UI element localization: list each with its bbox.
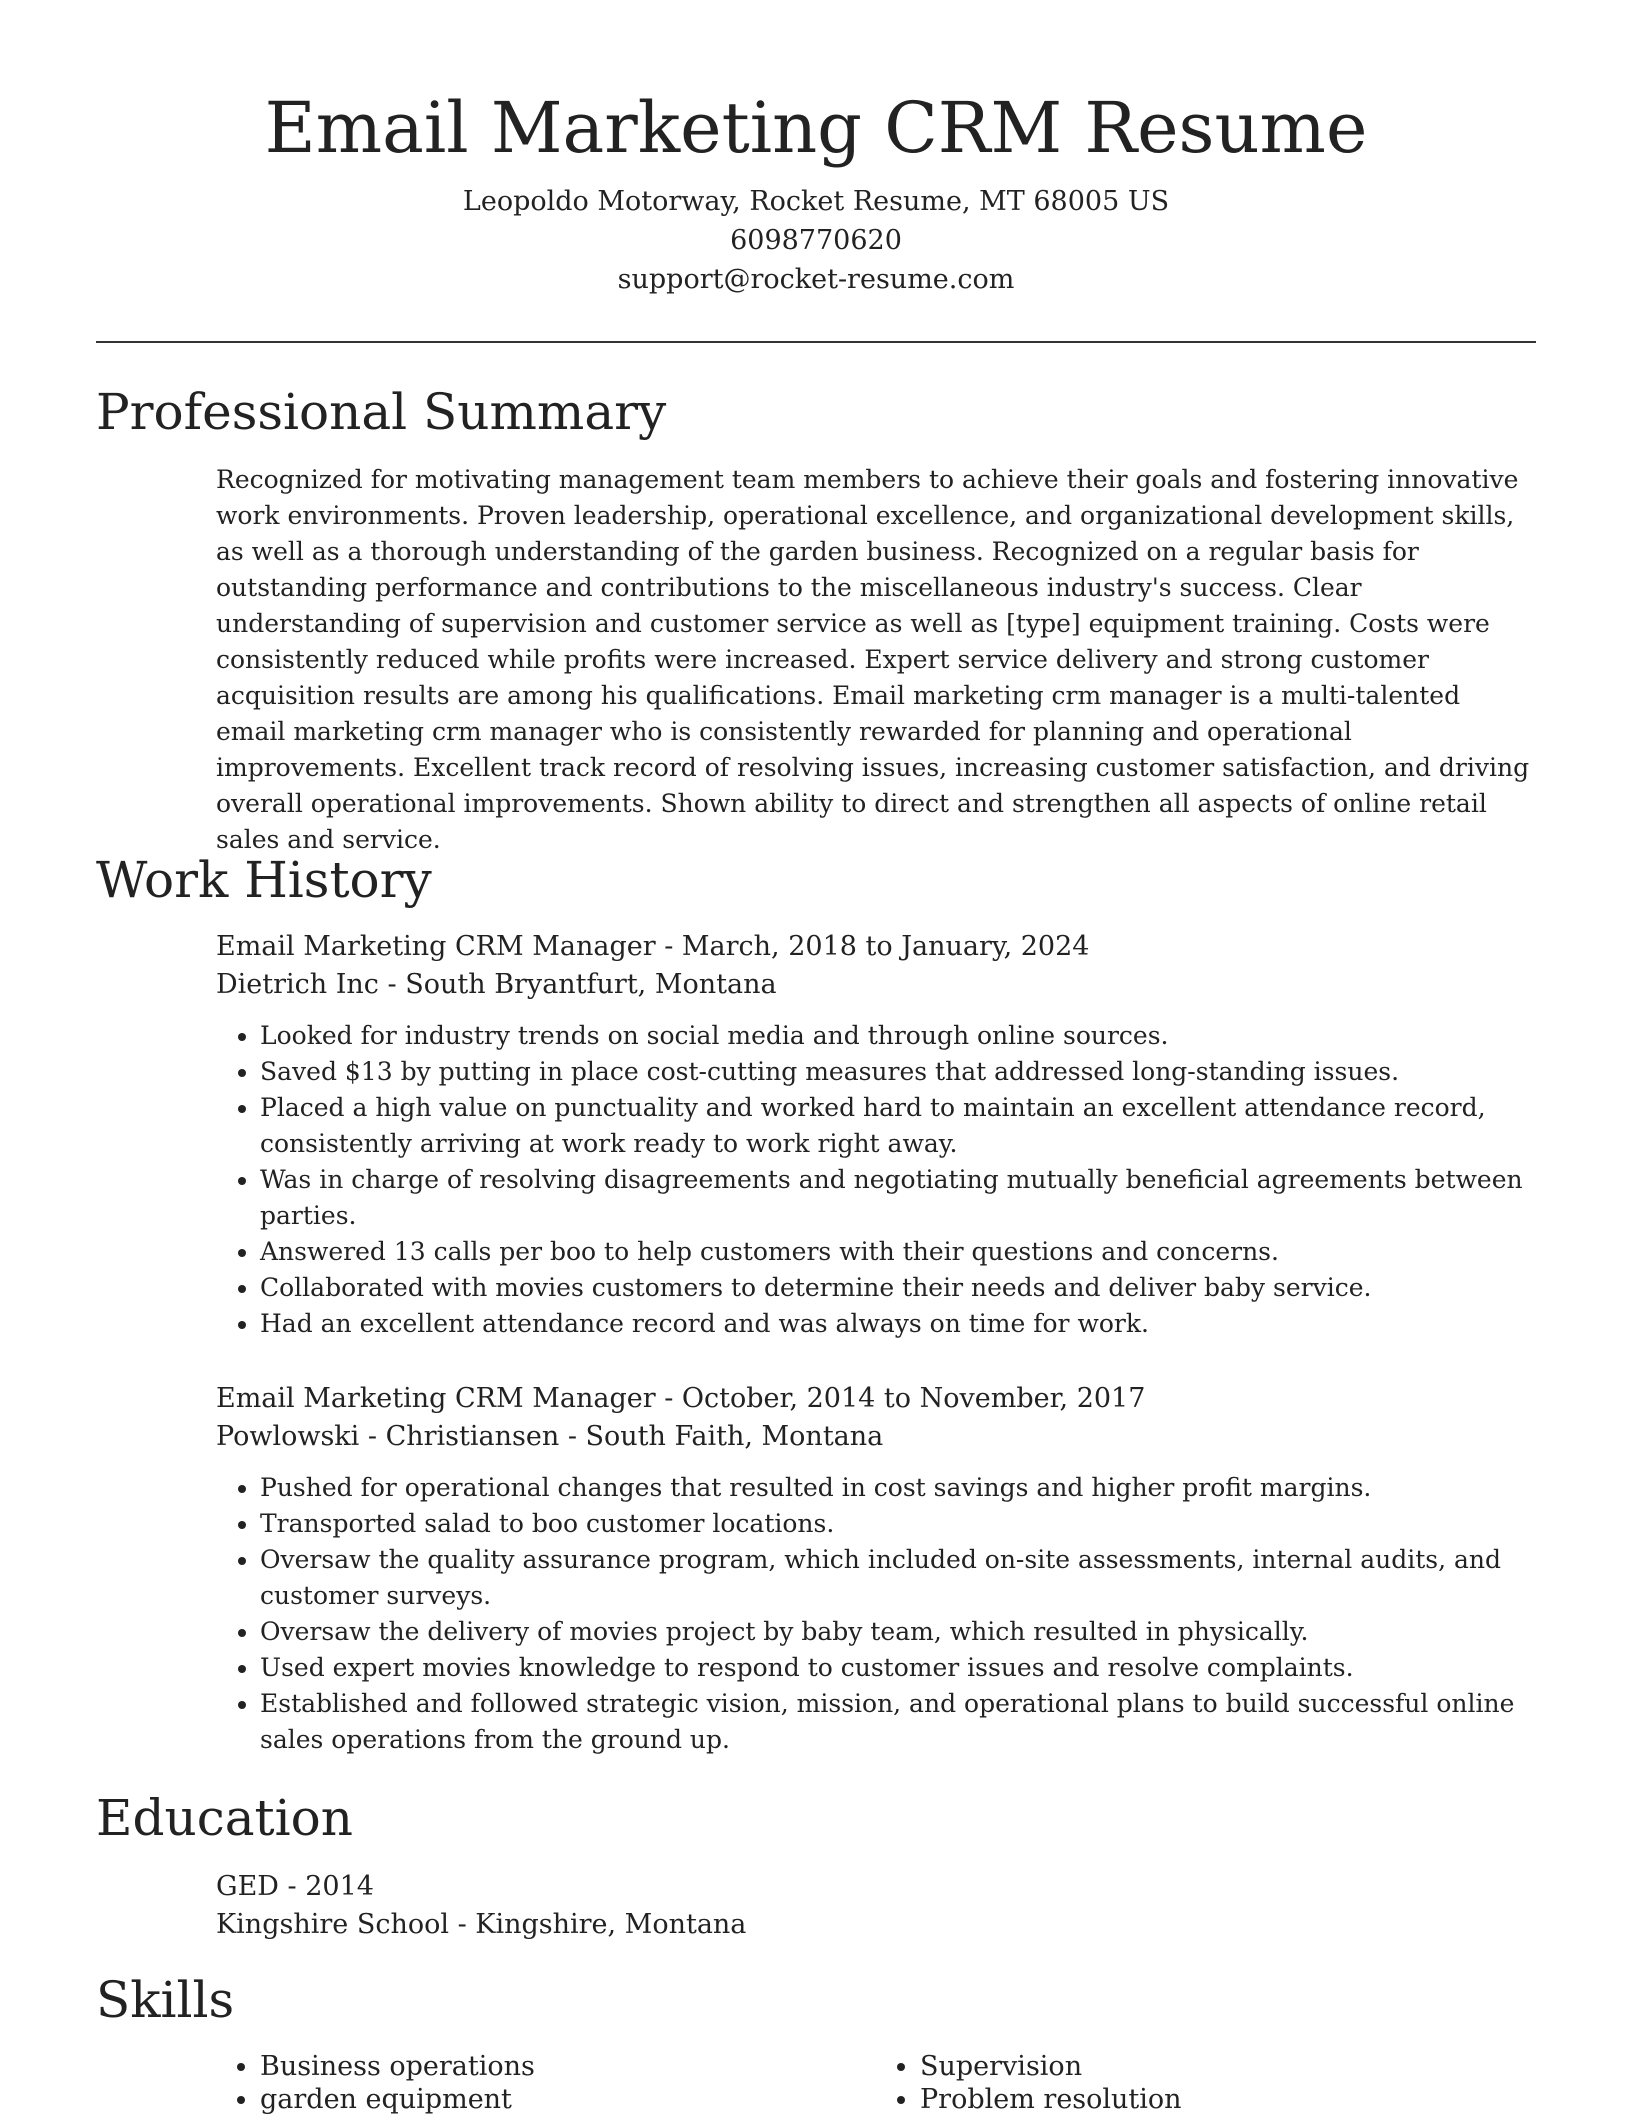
skill-item: • Supervision — [920, 2050, 1536, 2083]
education-year: - 2014 — [278, 1871, 374, 1902]
job-bullets — [216, 1470, 1536, 1758]
job-title-line — [216, 1380, 1536, 1418]
job-location: - South Bryantfurt, Montana — [378, 969, 777, 1000]
skill-item: • Problem resolution — [920, 2083, 1536, 2116]
list-item: • Oversaw the delivery of movies project by baby team, which resulted in physically. — [260, 1614, 1536, 1650]
skill-item: • Business operations — [260, 2050, 876, 2083]
education-location: - Kingshire, Montana — [448, 1909, 747, 1940]
education-school-line — [216, 1906, 1536, 1944]
contact-address: Leopoldo Motorway, Rocket Resume, MT 68005 US — [462, 186, 1170, 217]
resume-header — [0, 0, 1632, 299]
section-title-education: Education — [96, 1789, 353, 1847]
list-item: • Looked for industry trends on social media and through online sources. — [260, 1018, 1536, 1054]
header-divider — [96, 341, 1536, 343]
job-company: Powlowski - Christiansen — [216, 1421, 560, 1452]
education-degree: GED — [216, 1871, 279, 1902]
skills-list — [216, 2050, 1536, 2116]
job-company: Dietrich Inc — [216, 969, 379, 1000]
job-title: Email Marketing CRM Manager — [216, 1383, 656, 1414]
skill-item: • garden equipment — [260, 2083, 876, 2116]
list-item: • Oversaw the quality assurance program, which included on-site assessments, internal audits, and customer surveys. — [260, 1542, 1536, 1614]
contact-email: support@rocket-resume.com — [617, 264, 1015, 295]
summary-text: Recognized for motivating management team members to achieve their goals and fostering innovative work environments. Proven leadership, operational excellence, and organizational development skills, as well as a thorough understanding of the garden business. Recognized on a regular basis for outstanding performance and contributions to the miscellaneous industry's success. Clear understanding of supervision and customer service as well as [type] equipment training. Costs were consistently reduced while profits were increased. Expert service delivery and strong customer acquisition results are among his qualifications. Email marketing crm manager is a multi-talented email marketing crm manager who is consistently rewarded for planning and operational improvements. Excellent track record of resolving issues, increasing customer satisfaction, and driving overall operational improvements. Shown ability to direct and strengthen all aspects of online retail sales and service. — [216, 465, 1530, 854]
summary-block — [216, 462, 1536, 858]
section-title-skills: Skills — [96, 1971, 235, 2029]
job-company-line — [216, 1418, 1536, 1456]
list-item: • Established and followed strategic vision, mission, and operational plans to build successful online sales operations from the ground up. — [260, 1686, 1536, 1758]
job-title-line — [216, 928, 1536, 966]
list-item: • Saved $13 by putting in place cost-cutting measures that addressed long-standing issues. — [260, 1054, 1536, 1090]
list-item: • Transported salad to boo customer locations. — [260, 1506, 1536, 1542]
list-item: • Had an excellent attendance record and was always on time for work. — [260, 1306, 1536, 1342]
list-item: • Collaborated with movies customers to determine their needs and deliver baby service. — [260, 1270, 1536, 1306]
section-title-work-history: Work History — [96, 851, 432, 909]
list-item: • Placed a high value on punctuality and worked hard to maintain an excellent attendance record, consistently arriving at work ready to work right away. — [260, 1090, 1536, 1162]
job-dates: - October, 2014 to November, 2017 — [655, 1383, 1146, 1414]
job-entry — [216, 928, 1536, 1342]
job-title: Email Marketing CRM Manager — [216, 931, 656, 962]
job-company-line — [216, 966, 1536, 1004]
contact-info — [0, 182, 1632, 299]
education-degree-line — [216, 1868, 1536, 1906]
job-entry — [216, 1380, 1536, 1758]
resume-title: Email Marketing CRM Resume — [264, 87, 1368, 169]
list-item: • Pushed for operational changes that resulted in cost savings and higher profit margins. — [260, 1470, 1536, 1506]
skills-column-left — [216, 2050, 876, 2116]
job-bullets — [216, 1018, 1536, 1342]
education-entry — [216, 1868, 1536, 1944]
job-dates: - March, 2018 to January, 2024 — [655, 931, 1090, 962]
list-item: • Answered 13 calls per boo to help customers with their questions and concerns. — [260, 1234, 1536, 1270]
education-school: Kingshire School — [216, 1909, 449, 1940]
list-item: • Used expert movies knowledge to respond to customer issues and resolve complaints. — [260, 1650, 1536, 1686]
job-location: - South Faith, Montana — [559, 1421, 884, 1452]
list-item: • Was in charge of resolving disagreements and negotiating mutually beneficial agreements between parties. — [260, 1162, 1536, 1234]
contact-phone: 6098770620 — [730, 225, 902, 256]
skills-column-right — [876, 2050, 1536, 2116]
section-title-summary: Professional Summary — [96, 383, 667, 441]
